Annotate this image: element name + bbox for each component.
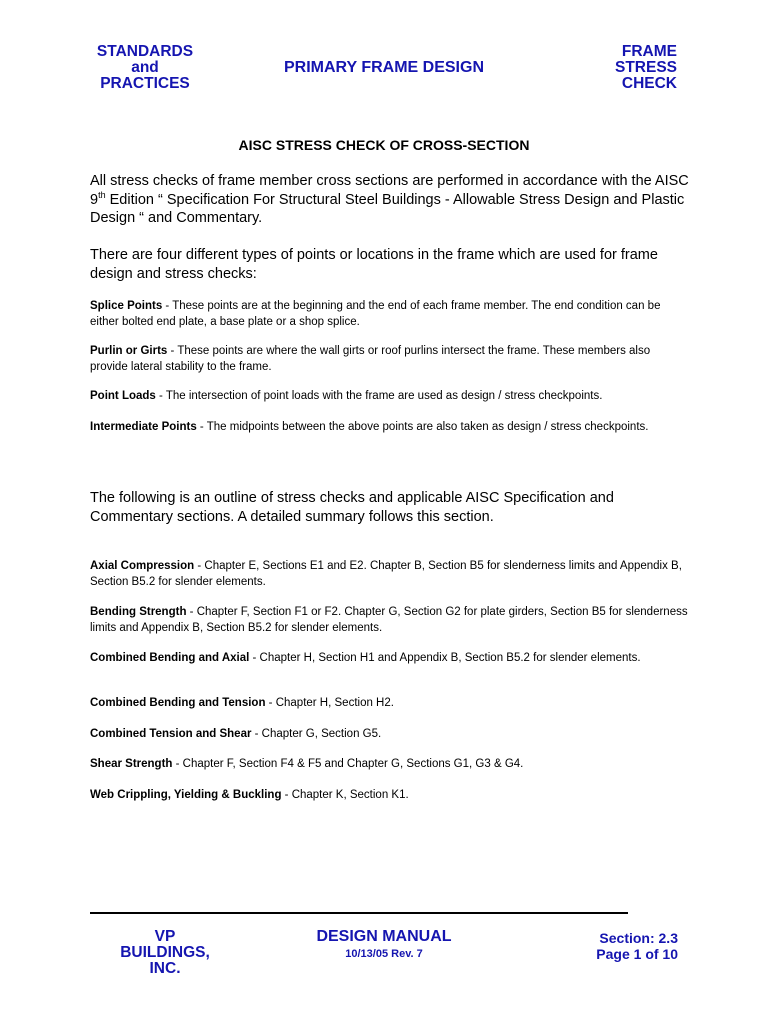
footer-section: Section: 2.3 xyxy=(599,930,678,946)
header-right-line-3: CHECK xyxy=(621,75,677,92)
header-left xyxy=(91,44,199,92)
footer-page-info xyxy=(560,930,678,962)
check-term: Combined Bending and Axial xyxy=(90,652,250,664)
point-term: Splice Points xyxy=(90,300,163,312)
intro-text-b: Edition “ Specification For Structural Steel Buildings - Allowable Stress Design and Plastic Design “ and Commentary. xyxy=(90,191,685,226)
check-desc: - Chapter K, Section K1. xyxy=(281,789,409,801)
check-desc: - Chapter E, Sections E1 and E2. Chapter B, Section B5 for slenderness limits and Appendix B, Section B5.2 for slender elements. xyxy=(90,560,682,588)
check-term: Combined Tension and Shear xyxy=(90,728,252,740)
check-desc: - Chapter H, Section H2. xyxy=(265,697,394,709)
header-right-line-2: STRESS xyxy=(614,59,677,76)
check-term: Combined Bending and Tension xyxy=(90,697,266,709)
footer-company-line-3: INC. xyxy=(149,960,181,977)
footer-company xyxy=(100,929,230,977)
point-item xyxy=(90,420,690,436)
check-term: Bending Strength xyxy=(90,606,187,618)
footer-company-line-1: VP xyxy=(154,928,176,945)
intro-paragraph xyxy=(90,172,690,228)
point-term: Purlin or Girts xyxy=(90,345,168,357)
point-desc: - These points are where the wall girts or roof purlins intersect the frame. These members also provide lateral stability to the frame. xyxy=(90,345,651,373)
header-left-line-2: and xyxy=(131,59,159,76)
types-intro-paragraph: There are four different types of points or locations in the frame which are used for frame design and stress checks: xyxy=(90,247,658,282)
check-item xyxy=(90,559,690,590)
point-desc: - The midpoints between the above points are also taken as design / stress checkpoints. xyxy=(196,421,649,433)
footer-page-number: Page 1 of 10 xyxy=(596,946,678,962)
point-item xyxy=(90,344,690,375)
check-item xyxy=(90,727,690,743)
intro-superscript: th xyxy=(98,189,106,200)
check-item xyxy=(90,788,690,804)
point-term: Intermediate Points xyxy=(90,421,197,433)
point-term: Point Loads xyxy=(90,390,156,402)
footer-company-line-2: BUILDINGS, xyxy=(120,944,210,961)
check-term: Shear Strength xyxy=(90,758,173,770)
point-item xyxy=(90,389,690,405)
check-item xyxy=(90,651,690,667)
outline-intro-paragraph: The following is an outline of stress checks and applicable AISC Specification and Commentary sections. A detailed summary follows this section. xyxy=(90,490,614,525)
check-term: Web Crippling, Yielding & Buckling xyxy=(90,789,282,801)
intro-text-a: All stress checks of frame member cross sections are performed in accordance with the AISC 9 xyxy=(90,173,689,208)
check-item xyxy=(90,757,690,773)
check-desc: - Chapter F, Section F1 or F2. Chapter G, Section G2 for plate girders, Section B5 for slenderness limits and Appendix B, Section B5.2 for slender elements. xyxy=(90,606,688,634)
header-left-line-1: STANDARDS xyxy=(96,43,194,60)
header-left-line-3: PRACTICES xyxy=(100,75,190,92)
footer-revision-date: 10/13/05 Rev. 7 xyxy=(345,948,423,960)
check-item xyxy=(90,605,690,636)
page-title: AISC STRESS CHECK OF CROSS-SECTION xyxy=(238,137,530,153)
point-desc: - The intersection of point loads with the frame are used as design / stress checkpoints. xyxy=(155,390,603,402)
point-desc: - These points are at the beginning and the end of each frame member. The end condition can be either bolted end plate, a base plate or a shop splice. xyxy=(90,300,661,328)
point-item xyxy=(90,299,690,330)
check-desc: - Chapter G, Section G5. xyxy=(251,728,382,740)
check-term: Axial Compression xyxy=(90,560,195,572)
header-center-title: PRIMARY FRAME DESIGN xyxy=(283,59,484,76)
check-desc: - Chapter H, Section H1 and Appendix B, Section B5.2 for slender elements. xyxy=(249,652,641,664)
footer-divider xyxy=(90,912,628,914)
header-right-line-1: FRAME xyxy=(621,43,677,60)
check-desc: - Chapter F, Section F4 & F5 and Chapter G, Sections G1, G3 & G4. xyxy=(172,758,524,770)
check-item xyxy=(90,696,690,712)
footer-manual-title: DESIGN MANUAL xyxy=(316,928,452,945)
header-right xyxy=(598,44,677,92)
